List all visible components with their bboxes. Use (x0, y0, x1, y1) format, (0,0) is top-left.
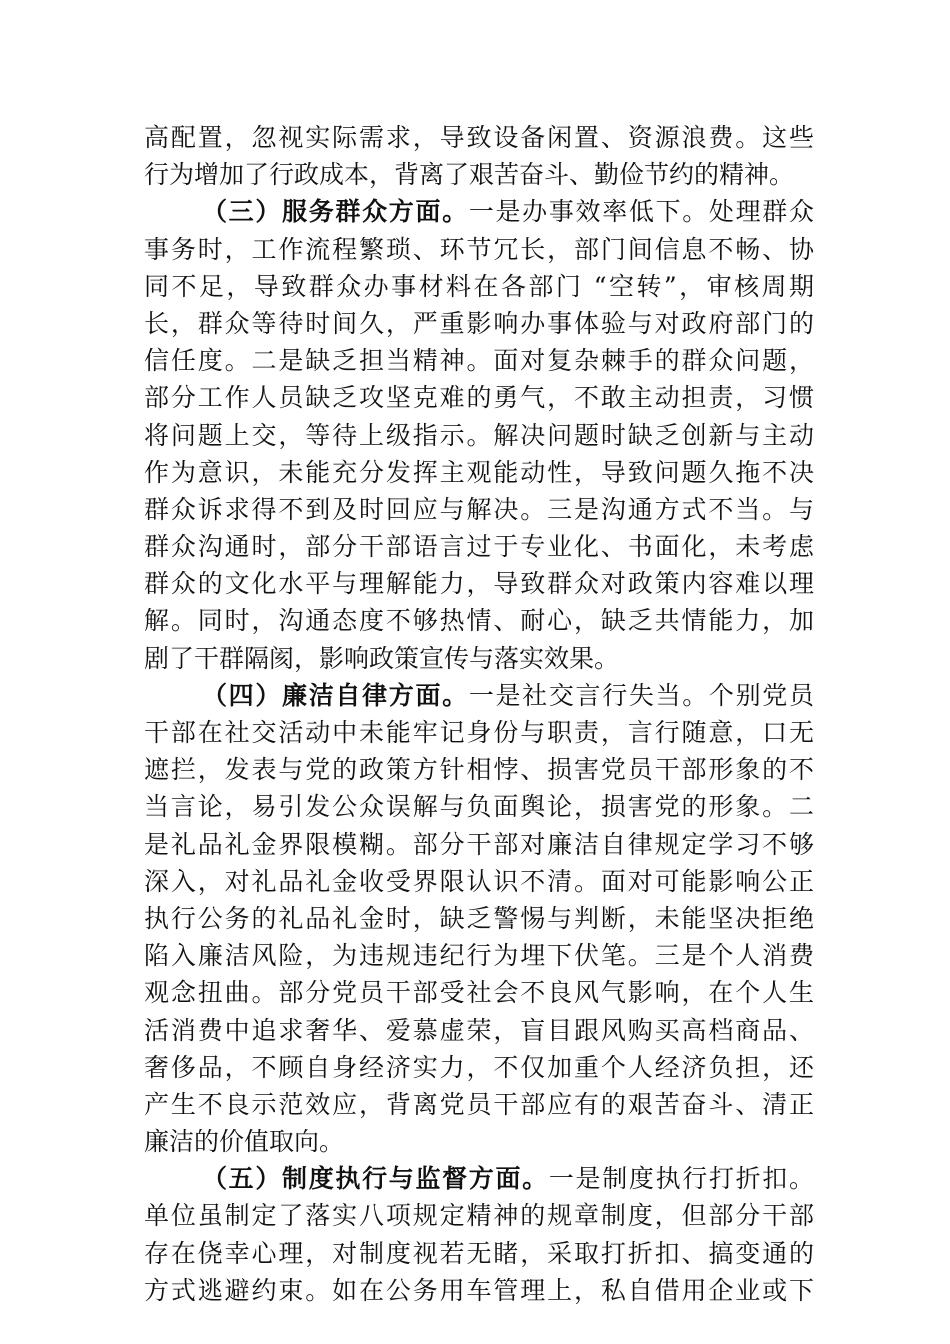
text-line: 解。同时，沟通态度不够热情、耐心，缺乏共情能力，加 (144, 606, 814, 636)
text-line: 遮拦，发表与党的政策方针相悖、损害党员干部形象的不 (144, 755, 814, 785)
text-line: 干部在社交活动中未能牢记身份与职责，言行随意，口无 (144, 718, 814, 747)
text-line: 剧了干群隔阂，影响政策宣传与落实效果。 (144, 643, 620, 673)
text-line: 高配置，忽视实际需求，导致设备闲置、资源浪费。这些 (144, 123, 814, 152)
paragraph-text: 一是办事效率低下。处理群众 (468, 197, 814, 227)
section-heading-four: （四）廉洁自律方面。 (202, 680, 469, 710)
text-line: 廉洁的价值取向。 (144, 1127, 345, 1157)
section-heading-three: （三）服务群众方面。 (202, 197, 469, 227)
text-line: 执行公务的礼品礼金时，缺乏警惕与判断，未能坚决拒绝 (144, 903, 814, 933)
text-line: 方式逃避约束。如在公务用车管理上，私自借用企业或下 (144, 1275, 814, 1305)
text-line: 深入，对礼品礼金收受界限认识不清。面对可能影响公正 (144, 866, 814, 896)
paragraph-first-line (144, 193, 814, 230)
text-line: 奢侈品，不顾自身经济实力，不仅加重个人经济负担，还 (144, 1052, 814, 1082)
text-line: 当言论，易引发公众误解与负面舆论，损害党的形象。二 (144, 792, 814, 822)
text-line: 单位虽制定了落实八项规定精神的规章制度，但部分干部 (144, 1201, 814, 1231)
document-body (144, 119, 814, 1309)
text-line: 活消费中追求奢华、爱慕虚荣，盲目跟风购买高档商品、 (144, 1015, 814, 1045)
paragraph-text: 一是制度执行打折扣。 (548, 1164, 814, 1194)
text-line: 同不足，导致群众办事材料在各部门 “空转”，审核周期 (144, 271, 814, 301)
text-line: 信任度。二是缺乏担当精神。面对复杂棘手的群众问题， (144, 346, 814, 376)
text-line: 长，群众等待时间久，严重影响办事体验与对政府部门的 (144, 308, 814, 338)
text-line: 产生不良示范效应，背离党员干部应有的艰苦奋斗、清正 (144, 1089, 814, 1119)
text-line: 观念扭曲。部分党员干部受社会不良风气影响，在个人生 (144, 978, 814, 1008)
paragraph-text: 一是社交言行失当。个别党员 (468, 680, 814, 710)
text-line: 作为意识，未能充分发挥主观能动性，导致问题久拖不决 (144, 457, 814, 487)
text-line: 群众的文化水平与理解能力，导致群众对政策内容难以理 (144, 569, 814, 599)
paragraph-first-line (144, 677, 814, 714)
text-line: 行为增加了行政成本，背离了艰苦奋斗、勤俭节约的精神。 (144, 160, 795, 190)
text-line: 将问题上交，等待上级指示。解决问题时缺乏创新与主动 (144, 420, 814, 450)
text-line: 群众沟通时，部分干部语言过于专业化、书面化，未考虑 (144, 532, 814, 562)
text-line: 事务时，工作流程繁琐、环节冗长，部门间信息不畅、协 (144, 234, 814, 264)
text-line: 群众诉求得不到及时回应与解决。三是沟通方式不当。与 (144, 494, 814, 524)
text-line: 陷入廉洁风险，为违规违纪行为埋下伏笔。三是个人消费 (144, 941, 814, 971)
text-line: 部分工作人员缺乏攻坚克难的勇气，不敢主动担责，习惯 (144, 383, 814, 413)
text-line: 存在侥幸心理，对制度视若无睹，采取打折扣、搞变通的 (144, 1238, 814, 1268)
paragraph-first-line (144, 1160, 814, 1197)
text-line: 是礼品礼金界限模糊。部分干部对廉洁自律规定学习不够 (144, 829, 814, 859)
section-heading-five: （五）制度执行与监督方面。 (202, 1164, 549, 1194)
